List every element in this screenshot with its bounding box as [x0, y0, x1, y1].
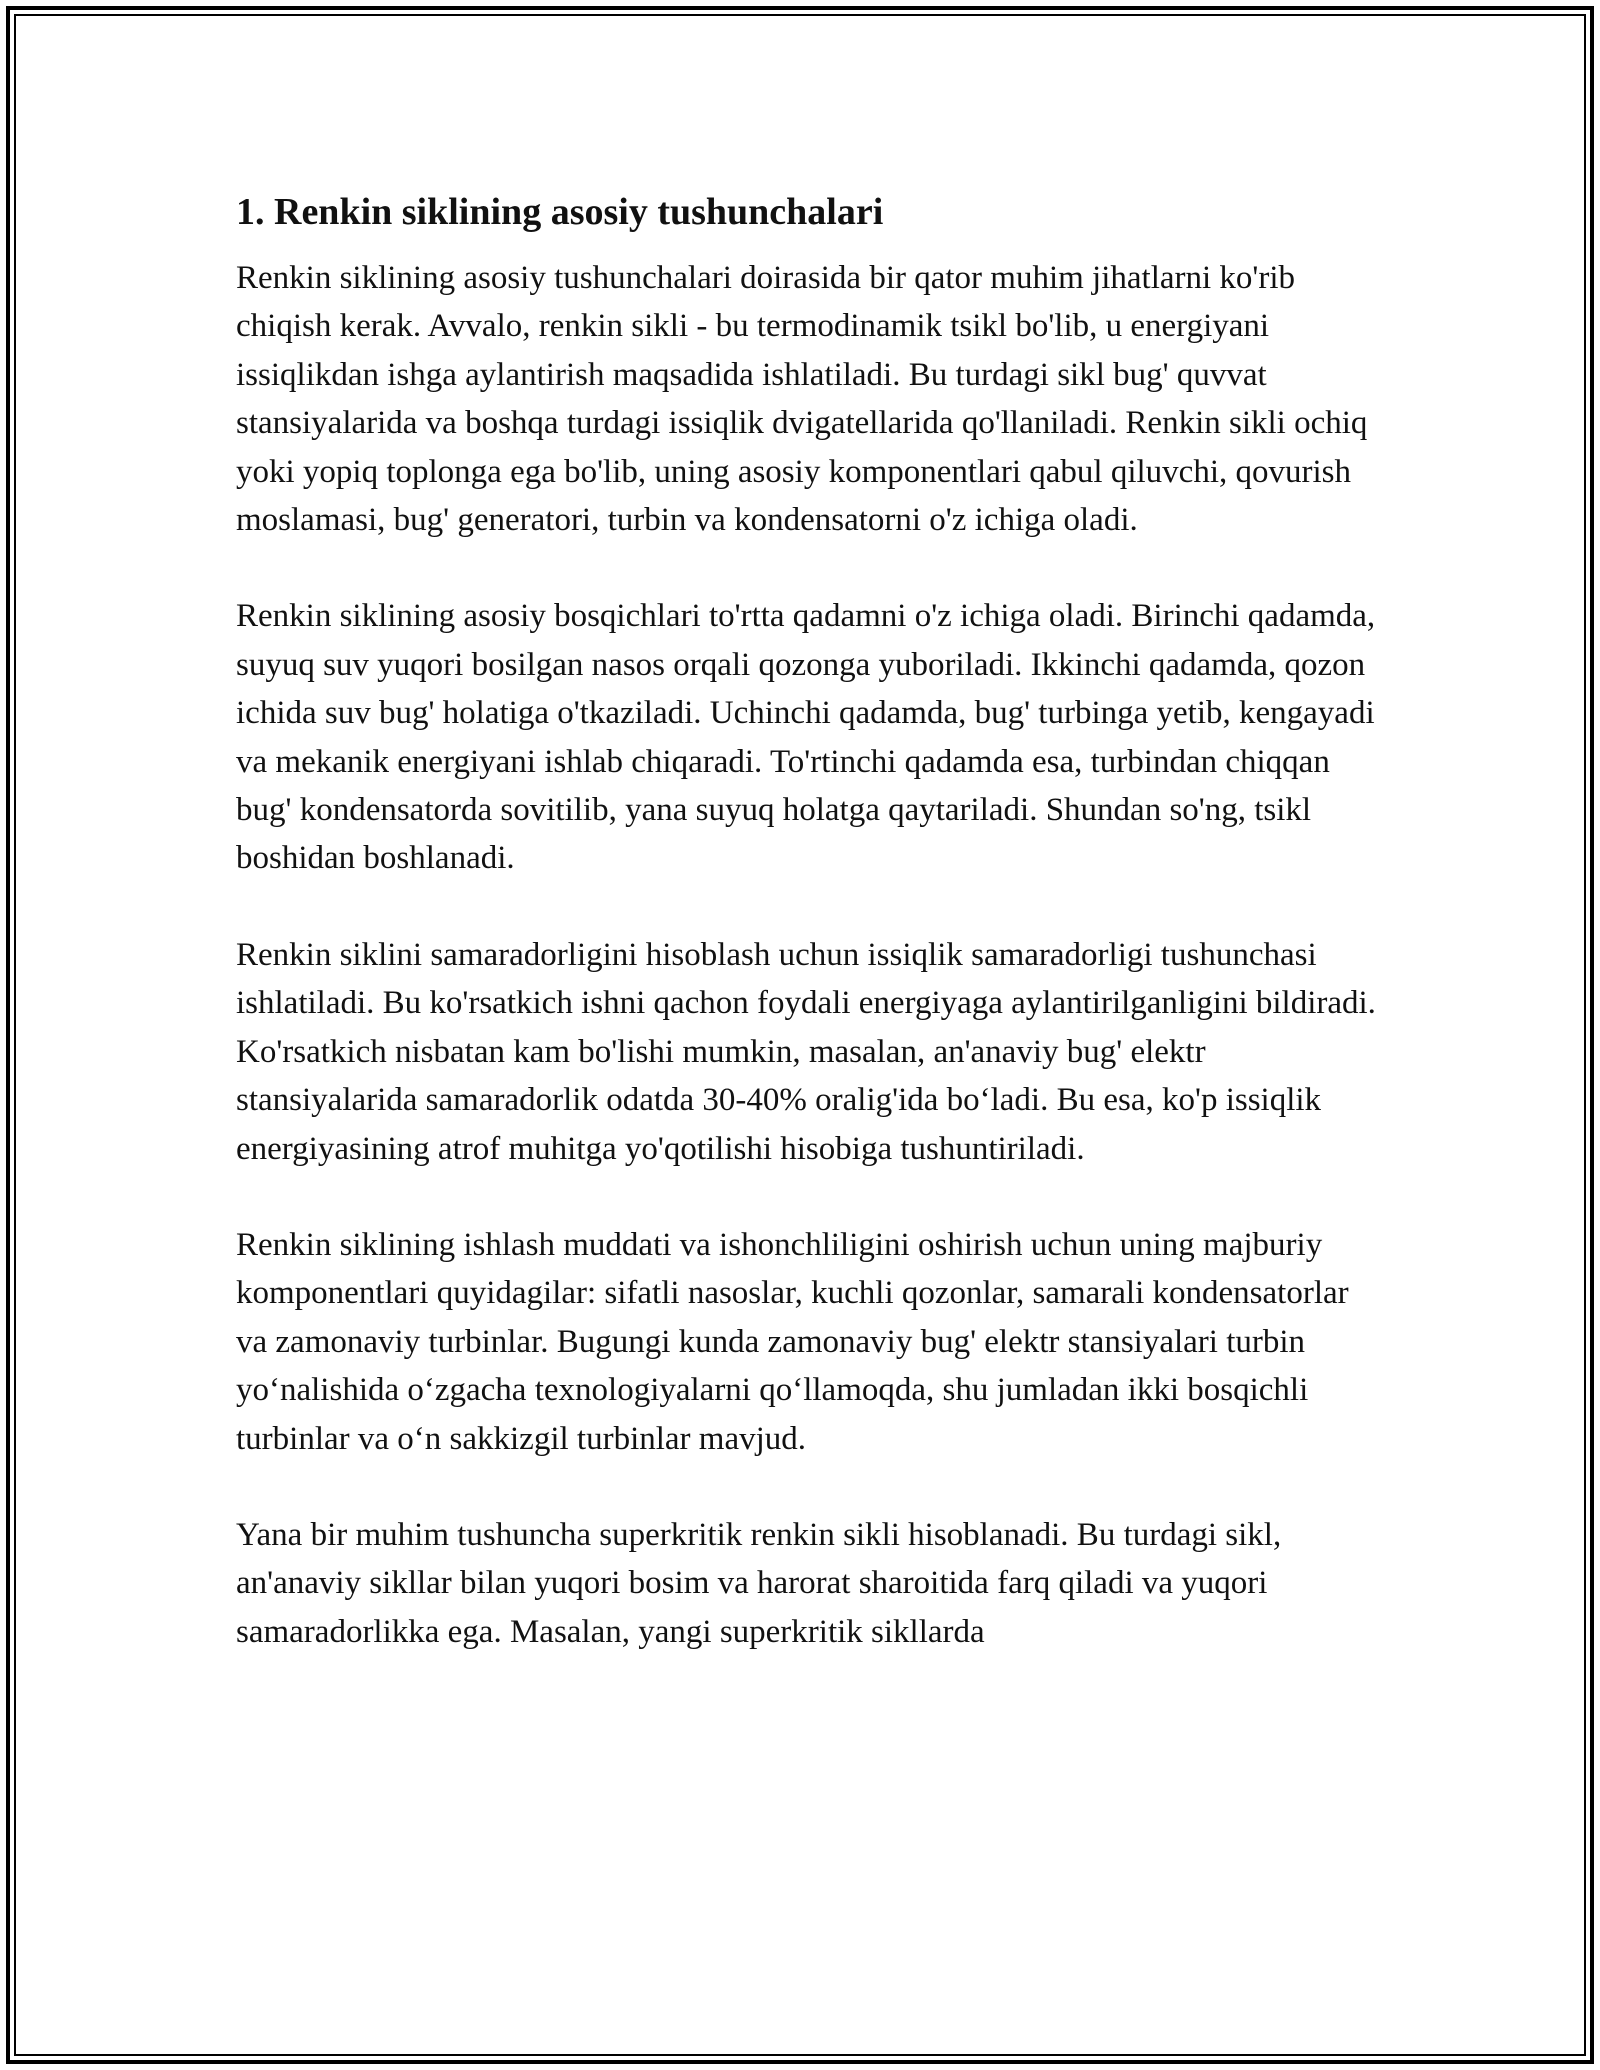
paragraph-stages: Renkin siklining asosiy bosqichlari to'rtta qadamni o'z ichiga oladi. Birinchi qadamda, suyuq suv yuqori bosilgan nasos orqali qozonga yuboriladi. Ikkinchi qadamda, qozon ichida suv bug' holatiga o'tkaziladi. Uchinchi qadamda, bug' turbinga yetib, kengayadi va mekanik energiyani ishlab chiqaradi. To'rtinchi qadamda esa, turbindan chiqqan bug' kondensatorda sovitilib, yana suyuq holatga qaytariladi. Shundan so'ng, tsikl boshidan boshlanadi.: [236, 598, 1376, 877]
paragraph-intro: Renkin siklining asosiy tushunchalari doirasida bir qator muhim jihatlarni ko'rib chiqish kerak. Avvalo, renkin sikli - bu termodinamik tsikl bo'lib, u energiyani issiqlikdan ishga aylantirish maqsadida ishlatiladi. Bu turdagi sikl bug' quvvat stansiyalarida va boshqa turdagi issiqlik dvigatellarida qo'llaniladi. Renkin sikli ochiq yoki yopiq toplonga ega bo'lib, uning asosiy komponentlari qabul qiluvchi, qovurish moslamasi, bug' generatori, turbin va kondensatorni o'z ichiga oladi.: [236, 260, 1368, 539]
document-body: [236, 184, 1376, 1704]
section-heading: 1. Renkin siklining asosiy tushunchalari: [236, 191, 884, 233]
paragraph-supercritical: Yana bir muhim tushuncha superkritik renkin sikli hisoblanadi. Bu turdagi sikl, an'anaviy sikllar bilan yuqori bosim va harorat sharoitida farq qiladi va yuqori samaradorlikka ega. Masalan, yangi superkritik sikllarda: [236, 1516, 1282, 1650]
paragraph-components: Renkin siklining ishlash muddati va ishonchliligini oshirish uchun uning majburiy komponentlari quyidagilar: sifatli nasoslar, kuchli qozonlar, samarali kondensatorlar va zamonaviy turbinlar. Bugungi kunda zamonaviy bug' elektr stansiyalari turbin yo‘nalishida o‘zgacha texnologiyalarni qo‘llamoqda, shu jumladan ikki bosqichli turbinlar va o‘n sakkizgil turbinlar mavjud.: [236, 1226, 1349, 1457]
paragraph-efficiency: Renkin siklini samaradorligini hisoblash uchun issiqlik samaradorligi tushunchasi ishlatiladi. Bu ko'rsatkich ishni qachon foydali energiyaga aylantirilganligini bildiradi. Ko'rsatkich nisbatan kam bo'lishi mumkin, masalan, an'anaviy bug' elektr stansiyalarida samaradorlik odatda 30-40% oralig'ida bo‘ladi. Bu esa, ko'p issiqlik energiyasining atrof muhitga yo'qotilishi hisobiga tushuntiriladi.: [236, 936, 1376, 1167]
